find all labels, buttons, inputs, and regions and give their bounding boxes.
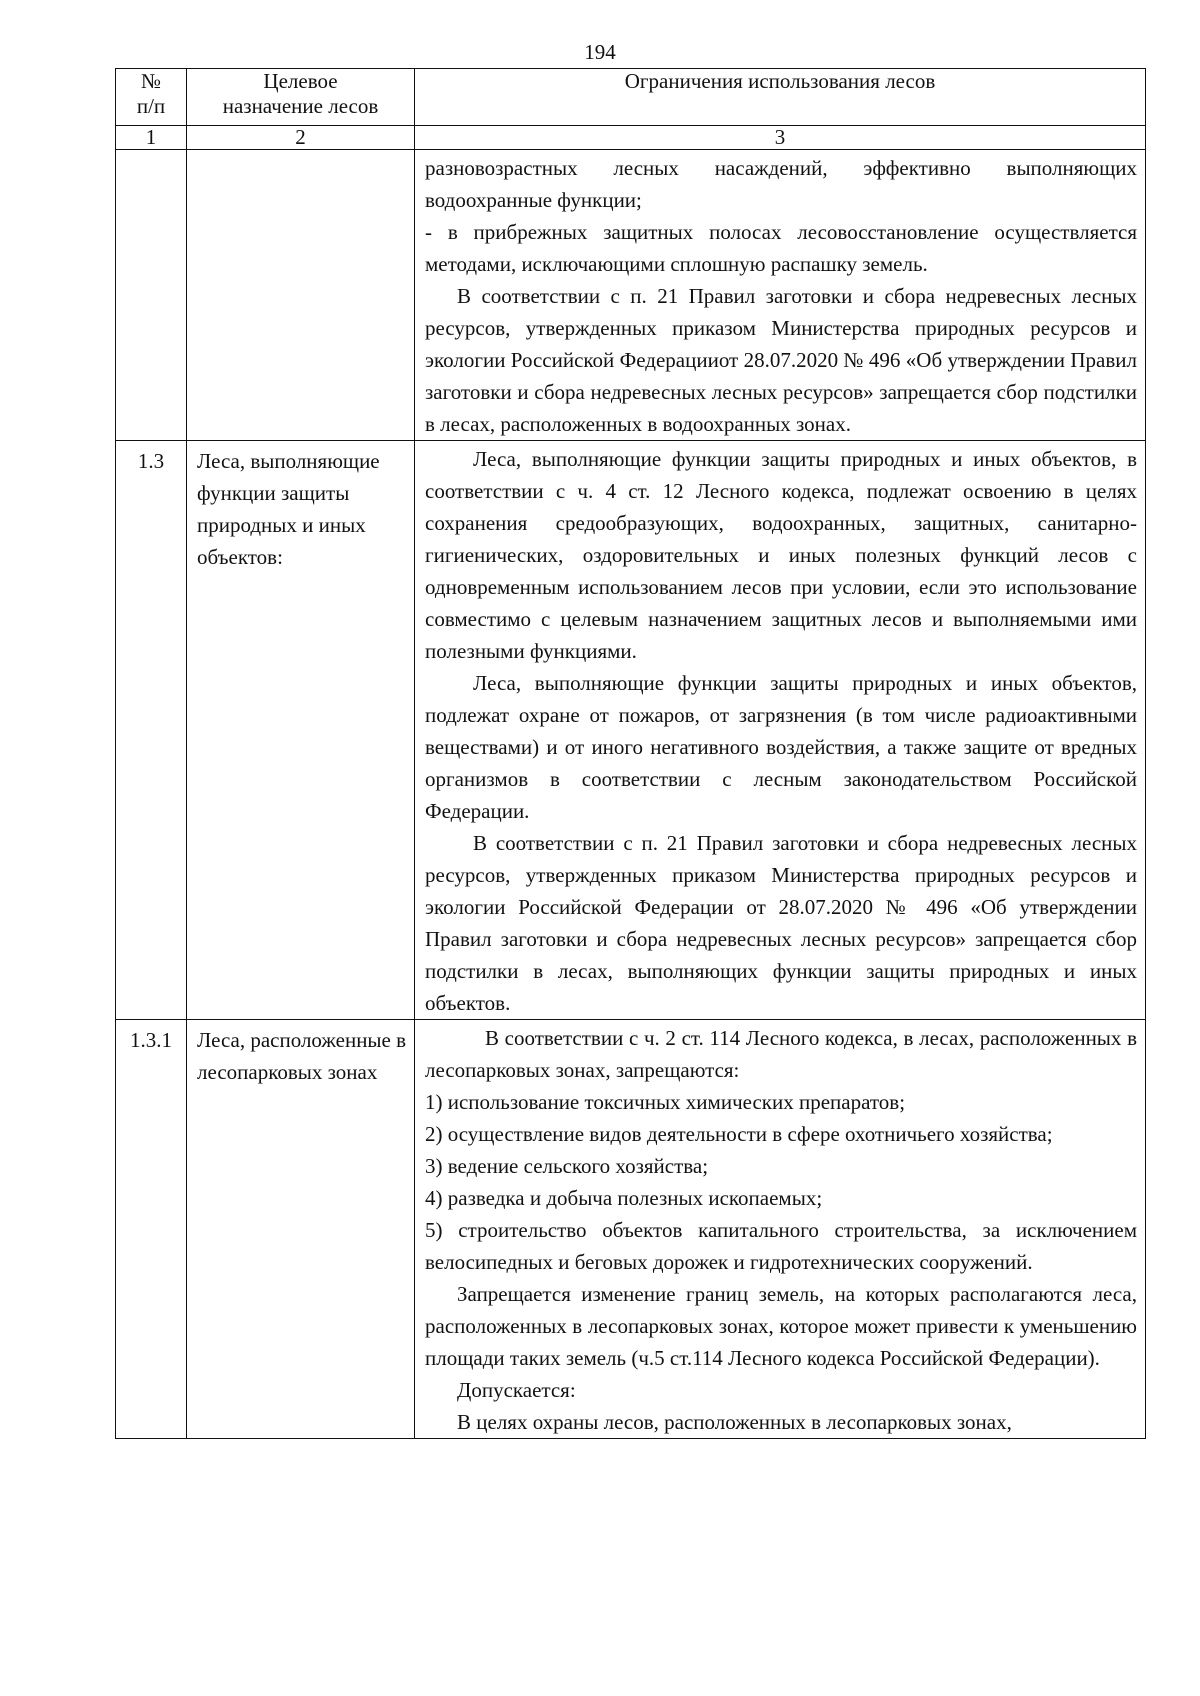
paragraph: В соответствии с п. 21 Правил заготовки и сбора недревесных лесных ресурсов, утвержденных приказом Министерства природных ресурсов и экологии Российской Федерации от 28.07.2020 № 496 «Об утверждении Правил заготовки и сбора недревесных лесных ресурсов» запрещается сбор подстилки в лесах, выполняющих функции защиты природных и иных объектов. (425, 831, 1137, 1015)
row-number (116, 150, 187, 441)
column-numbers-row (116, 126, 1146, 150)
list-item: 4) разведка и добыча полезных ископаемых; (425, 1186, 823, 1210)
table-row (116, 1020, 1146, 1439)
header-number-line2: п/п (136, 94, 166, 118)
restrictions-table (115, 68, 1146, 1439)
page-number: 194 (584, 40, 616, 64)
paragraph: Запрещается изменение границ земель, на которых располагаются леса, расположенных в лесопарковых зонах, которое может привести к уменьшению площади таких земель (ч.5 ст.114 Лесного кодекса Российской Федерации). (425, 1282, 1137, 1370)
paragraph: разновозрастных лесных насаждений, эффективно выполняющих водоохранные функции; (425, 156, 1137, 212)
column-number-2: 2 (187, 126, 415, 150)
header-purpose-line1: Целевое (263, 69, 338, 93)
table-row (116, 441, 1146, 1020)
header-purpose (187, 69, 415, 126)
row-restrictions (415, 441, 1146, 1020)
header-number (116, 69, 187, 126)
list-item: 2) осуществление видов деятельности в сфере охотничьего хозяйства; (425, 1122, 1053, 1146)
row-purpose: Леса, расположенные в лесопарковых зонах (187, 1020, 415, 1439)
list-item: 3) ведение сельского хозяйства; (425, 1154, 709, 1178)
table-header-row (116, 69, 1146, 126)
paragraph: В соответствии с ч. 2 ст. 114 Лесного кодекса, в лесах, расположенных в лесопарковых зонах, запрещаются: (425, 1026, 1137, 1082)
table-row (116, 150, 1146, 441)
paragraph: Леса, выполняющие функции защиты природных и иных объектов, в соответствии с ч. 4 ст. 12 Лесного кодекса, подлежат освоению в целях сохранения средообразующих, водоохранных, защитных, санитарно-гигиенических, оздоровительных и иных полезных функций лесов с одновременным использованием лесов при условии, если это использование совместимо с целевым назначением защитных лесов и выполняемыми ими полезными функциями. (425, 447, 1137, 663)
column-number-3: 3 (415, 126, 1146, 150)
header-restrictions: Ограничения использования лесов (415, 69, 1146, 126)
paragraph: В целях охраны лесов, расположенных в лесопарковых зонах, (457, 1410, 1012, 1434)
row-purpose: Леса, выполняющие функции защиты природных и иных объектов: (187, 441, 415, 1020)
header-purpose-line2: назначение лесов (222, 94, 379, 118)
row-number: 1.3 (116, 441, 187, 1020)
row-restrictions (415, 1020, 1146, 1439)
list-item: 1) использование токсичных химических препаратов; (425, 1090, 906, 1114)
paragraph: В соответствии с п. 21 Правил заготовки и сбора недревесных лесных ресурсов, утвержденных приказом Министерства природных ресурсов и экологии Российской Федерацииот 28.07.2020 № 496 «Об утверждении Правил заготовки и сбора недревесных лесных ресурсов» запрещается сбор подстилки в лесах, расположенных в водоохранных зонах. (425, 284, 1137, 436)
list-item: 5) строительство объектов капитального строительства, за исключением велосипедных и беговых дорожек и гидротехнических сооружений. (425, 1218, 1137, 1274)
paragraph: - в прибрежных защитных полосах лесовосстановление осуществляется методами, исключающими сплошную распашку земель. (425, 220, 1137, 276)
column-number-1: 1 (116, 126, 187, 150)
row-number: 1.3.1 (116, 1020, 187, 1439)
paragraph: Допускается: (457, 1378, 576, 1402)
header-number-line1: № (140, 69, 162, 93)
row-purpose (187, 150, 415, 441)
paragraph: Леса, выполняющие функции защиты природных и иных объектов, подлежат охране от пожаров, от загрязнения (в том числе радиоактивными веществами) и от иного негативного воздействия, а также защите от вредных организмов в соответствии с лесным законодательством Российской Федерации. (425, 671, 1137, 823)
row-restrictions (415, 150, 1146, 441)
